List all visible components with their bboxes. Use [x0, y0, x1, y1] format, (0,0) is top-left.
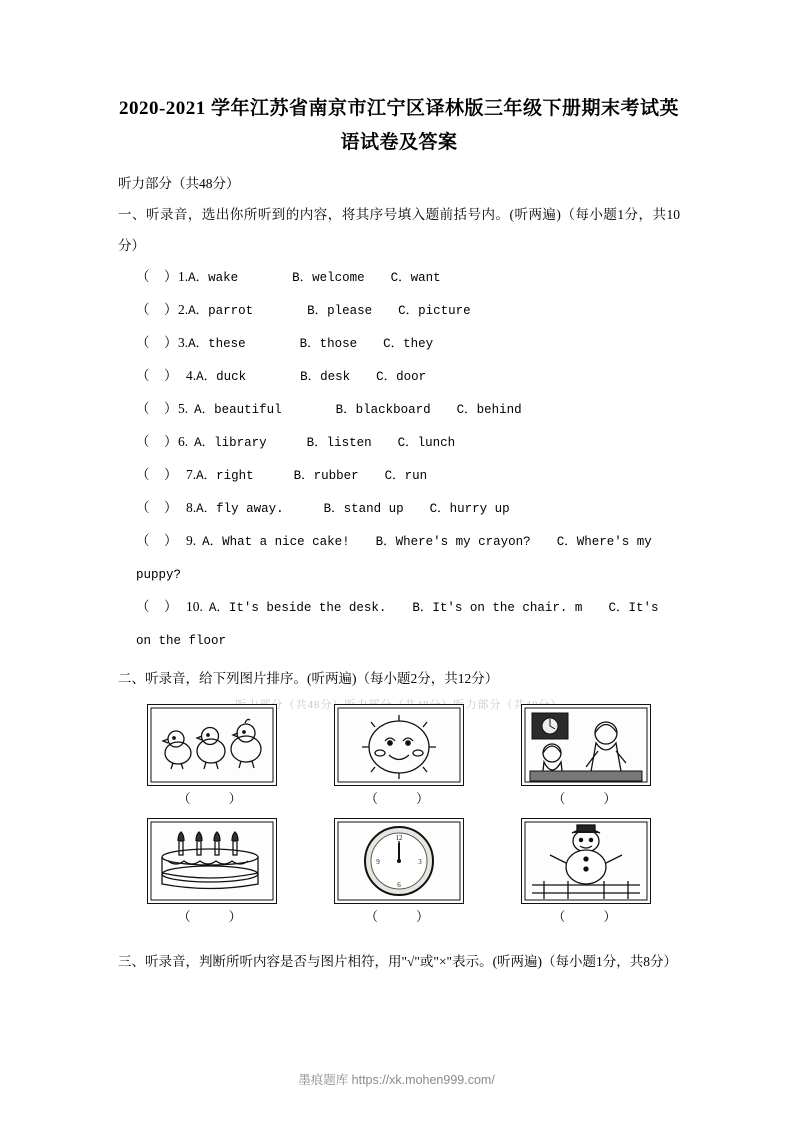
picture-birthday-cake	[147, 818, 277, 904]
option-c-10: C．It's on the floor	[136, 601, 659, 648]
answer-bracket-5: （ ）	[136, 401, 178, 416]
picture-three-chicks	[147, 704, 277, 786]
question-number-4: 4.	[186, 368, 197, 383]
option-b-9: B．Where's my crayon?	[375, 535, 531, 549]
answer-bracket-1: （ ）	[136, 269, 178, 284]
listening-part-header: 听力部分（共48分）	[118, 176, 240, 191]
document-content	[118, 92, 680, 977]
option-a-2: A．parrot	[188, 304, 254, 318]
picture-cell	[305, 704, 492, 812]
question-number-8: 8.	[186, 500, 197, 515]
picture-round-clock	[334, 818, 464, 904]
answer-bracket-4: （ ）	[136, 368, 178, 383]
picture-cell	[493, 704, 680, 812]
option-a-5: A．beautiful	[194, 403, 282, 417]
picture-order-blank[interactable]: （ ）	[177, 909, 246, 924]
question-number-1: 1.	[178, 269, 189, 284]
option-c-5: C．behind	[456, 403, 522, 417]
question-item	[118, 327, 680, 360]
option-c-1: C．want	[390, 271, 441, 285]
question-number-5: 5.	[178, 401, 189, 416]
option-b-2: B．please	[307, 304, 373, 318]
svg-text:9: 9	[376, 858, 380, 866]
section-1-heading: 一、听录音，选出你所听到的内容，将其序号填入题前括号内。(听两遍)（每小题1分，共10分）	[118, 207, 680, 253]
option-c-2: C．picture	[398, 304, 471, 318]
answer-bracket-7: （ ）	[136, 467, 178, 482]
answer-bracket-3: （ ）	[136, 335, 178, 350]
option-c-7: C．run	[384, 469, 428, 483]
answer-bracket-2: （ ）	[136, 302, 178, 317]
question-number-6: 6.	[178, 434, 189, 449]
site-watermark: 墨痕题库 https://xk.mohen999.com/	[298, 1073, 495, 1087]
question-item	[118, 393, 680, 426]
option-b-6: B．listen	[306, 436, 372, 450]
picture-ordering-grid	[118, 704, 680, 930]
picture-order-blank[interactable]: （ ）	[552, 909, 621, 924]
option-a-3: A．these	[188, 337, 246, 351]
question-number-7: 7.	[186, 467, 197, 482]
answer-bracket-8: （ ）	[136, 500, 178, 515]
option-a-4: A．duck	[196, 370, 247, 384]
question-item	[118, 294, 680, 327]
option-c-3: C．they	[383, 337, 434, 351]
option-a-6: A．library	[194, 436, 267, 450]
picture-order-blank[interactable]: （ ）	[552, 791, 621, 806]
picture-order-blank[interactable]: （ ）	[364, 909, 433, 924]
option-a-10: A．It's beside the desk.	[208, 601, 387, 615]
option-a-9: A．What a nice cake!	[202, 535, 350, 549]
question-item	[118, 426, 680, 459]
option-a-1: A．wake	[188, 271, 239, 285]
option-b-3: B．those	[299, 337, 358, 351]
question-item	[118, 492, 680, 525]
svg-text:12: 12	[395, 834, 403, 842]
question-number-10: 10.	[186, 599, 203, 614]
answer-bracket-6: （ ）	[136, 434, 178, 449]
picture-snowman	[521, 818, 651, 904]
option-b-5: B．blackboard	[335, 403, 431, 417]
question-item	[118, 525, 680, 591]
option-b-1: B．welcome	[292, 271, 365, 285]
picture-order-blank[interactable]: （ ）	[364, 791, 433, 806]
option-c-6: C．lunch	[397, 436, 456, 450]
svg-text:6: 6	[397, 881, 401, 889]
option-c-4: C．door	[376, 370, 427, 384]
page-title: 2020-2021 学年江苏省南京市江宁区译林版三年级下册期末考试英语试卷及答案	[118, 98, 680, 153]
picture-girl-and-woman-indoors	[521, 704, 651, 786]
option-a-8: A．fly away.	[196, 502, 284, 516]
option-a-7: A．right	[196, 469, 254, 483]
option-c-9: C．Where's my puppy?	[136, 535, 652, 582]
picture-cell	[493, 818, 680, 930]
answer-bracket-10: （ ）	[136, 599, 178, 614]
question-item	[118, 360, 680, 393]
picture-cell	[118, 818, 305, 930]
question-number-3: 3.	[178, 335, 189, 350]
svg-text:3: 3	[418, 858, 422, 866]
option-b-7: B．rubber	[293, 469, 359, 483]
question-item	[118, 261, 680, 294]
question-item	[118, 459, 680, 492]
picture-order-blank[interactable]: （ ）	[177, 791, 246, 806]
answer-bracket-9: （ ）	[136, 533, 178, 548]
question-item	[118, 591, 680, 657]
picture-cell	[118, 704, 305, 812]
section-2-heading: 二、听录音，给下列图片排序。(听两遍)（每小题2分，共12分）	[118, 671, 499, 686]
picture-smiling-sun-face	[334, 704, 464, 786]
option-c-8: C．hurry up	[429, 502, 510, 516]
option-b-4: B．desk	[300, 370, 351, 384]
section-3-heading: 三、听录音，判断所听内容是否与图片相符，用"√"或"×"表示。(听两遍)（每小题1分，共8分）	[118, 954, 678, 969]
option-b-10: B．It's on the chair. m	[412, 601, 583, 615]
picture-cell	[305, 818, 492, 930]
option-b-8: B．stand up	[323, 502, 404, 516]
question-number-9: 9.	[186, 533, 197, 548]
question-number-2: 2.	[178, 302, 189, 317]
